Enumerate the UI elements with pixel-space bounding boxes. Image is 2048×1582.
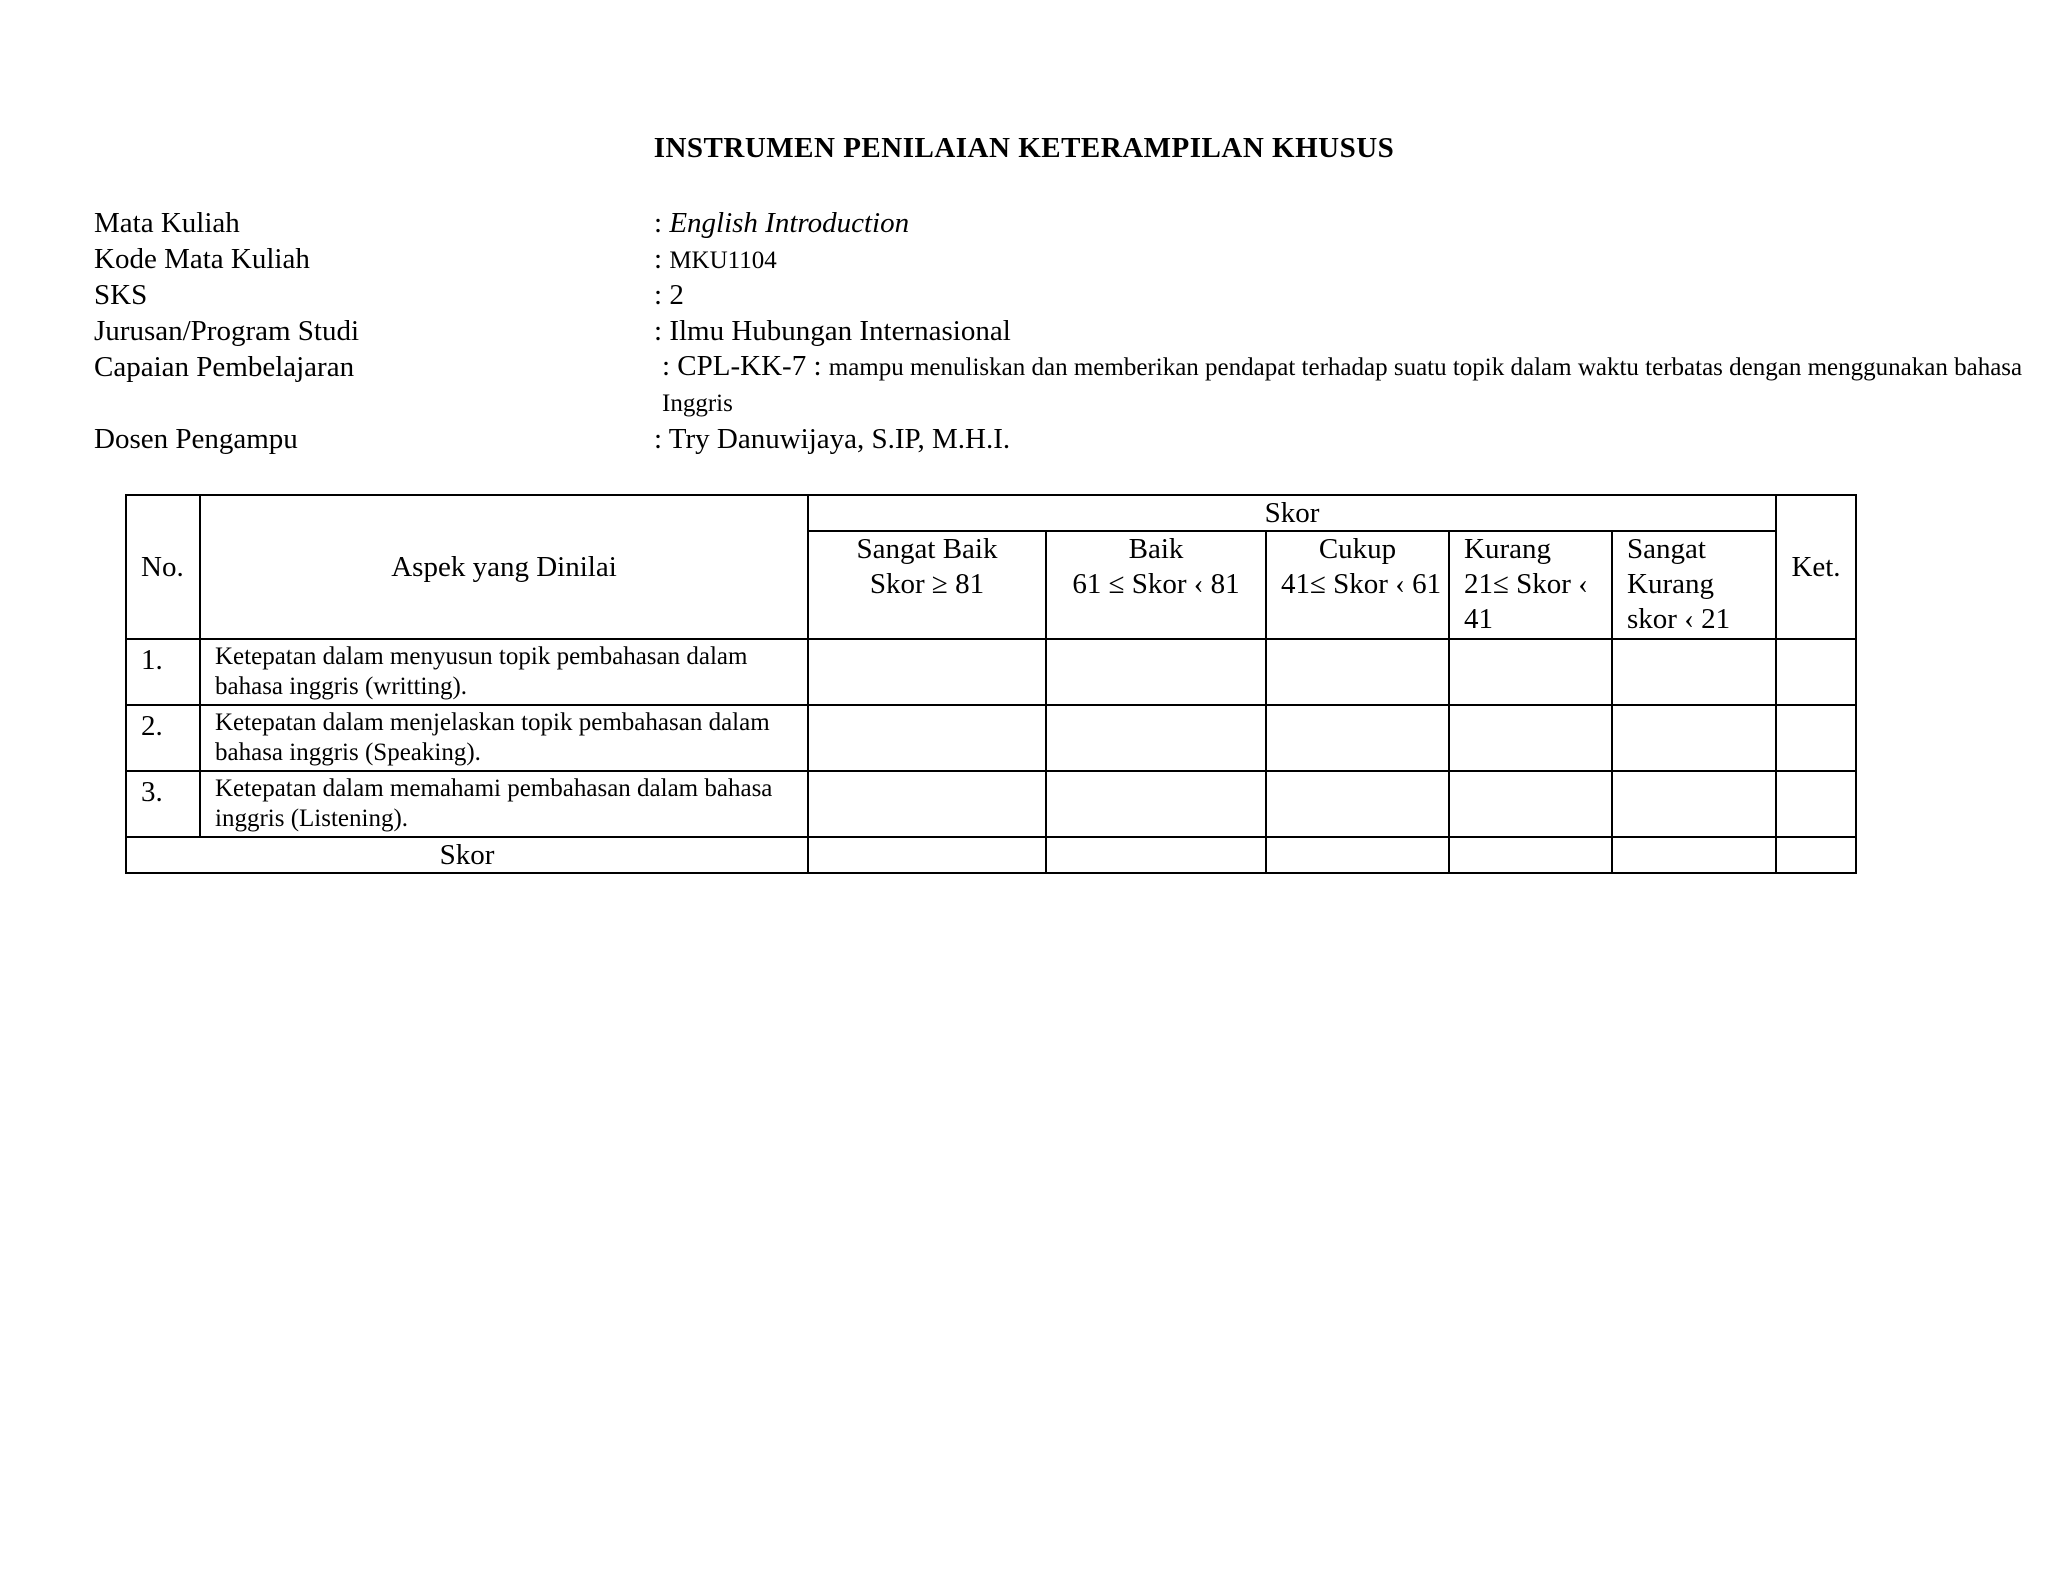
label-jurusan: Jurusan/Program Studi <box>94 315 360 347</box>
label-sks: SKS <box>94 279 148 311</box>
total-cell[interactable] <box>1046 837 1266 873</box>
value-sks: : 2 <box>654 279 684 311</box>
value-mata-kuliah: : English Introduction <box>654 207 910 239</box>
score-cell[interactable] <box>1449 771 1612 837</box>
row-aspect: Ketepatan dalam menjelaskan topik pembahasan dalam bahasa inggris (Speaking). <box>200 705 808 771</box>
total-cell[interactable] <box>1776 837 1856 873</box>
header-aspek: Aspek yang Dinilai <box>200 495 808 639</box>
label-kode: Kode Mata Kuliah <box>94 243 310 275</box>
table-footer-row <box>126 837 1856 873</box>
row-aspect: Ketepatan dalam memahami pembahasan dalam bahasa inggris (Listening). <box>200 771 808 837</box>
ket-cell[interactable] <box>1776 705 1856 771</box>
program-name: Ilmu Hubungan Internasional <box>669 315 1011 347</box>
header-level-sangat-kurang: Sangat Kurang skor ‹ 21 <box>1612 531 1776 639</box>
row-number: 2. <box>126 705 200 771</box>
course-name: English Introduction <box>669 207 910 239</box>
document-title: INSTRUMEN PENILAIAN KETERAMPILAN KHUSUS <box>653 132 1395 164</box>
value-kode: : MKU1104 <box>654 243 777 275</box>
table-row <box>126 705 1856 771</box>
header-no: No. <box>126 495 200 639</box>
footer-skor-label: Skor <box>126 837 808 873</box>
total-cell[interactable] <box>808 837 1046 873</box>
header-ket: Ket. <box>1776 495 1856 639</box>
score-cell[interactable] <box>1449 705 1612 771</box>
header-level-kurang: Kurang 21≤ Skor ‹ 41 <box>1449 531 1612 639</box>
credit-value: 2 <box>669 279 684 311</box>
score-cell[interactable] <box>1612 771 1776 837</box>
score-cell[interactable] <box>1266 771 1449 837</box>
header-level-sangat-baik: Sangat Baik Skor ≥ 81 <box>808 531 1046 639</box>
cpl-description: mampu menuliskan dan memberikan pendapat terhadap suatu topik dalam waktu terbatas dengan menggunakan bahasa Inggris <box>662 354 2023 417</box>
score-cell[interactable] <box>1266 705 1449 771</box>
score-cell[interactable] <box>808 771 1046 837</box>
score-cell[interactable] <box>808 639 1046 705</box>
score-cell[interactable] <box>1266 639 1449 705</box>
value-jurusan: : Ilmu Hubungan Internasional <box>654 315 1011 347</box>
score-cell[interactable] <box>1612 639 1776 705</box>
ket-cell[interactable] <box>1776 639 1856 705</box>
cpl-code: : CPL-KK-7 : <box>662 350 829 382</box>
total-cell[interactable] <box>1612 837 1776 873</box>
table-row <box>126 639 1856 705</box>
label-mata-kuliah: Mata Kuliah <box>94 207 240 239</box>
label-capaian: Capaian Pembelajaran <box>94 351 355 383</box>
label-dosen: Dosen Pengampu <box>94 423 298 455</box>
score-cell[interactable] <box>1612 705 1776 771</box>
header-skor: Skor <box>808 495 1776 531</box>
row-number: 1. <box>126 639 200 705</box>
assessment-table <box>125 494 1857 874</box>
score-cell[interactable] <box>1449 639 1612 705</box>
score-cell[interactable] <box>808 705 1046 771</box>
score-cell[interactable] <box>1046 771 1266 837</box>
ket-cell[interactable] <box>1776 771 1856 837</box>
value-capaian <box>662 349 2048 421</box>
row-aspect: Ketepatan dalam menyusun topik pembahasan dalam bahasa inggris (writting). <box>200 639 808 705</box>
course-code: MKU1104 <box>669 247 777 274</box>
row-number: 3. <box>126 771 200 837</box>
lecturer-name: Try Danuwijaya, S.IP, M.H.I. <box>668 423 1011 455</box>
value-dosen: : Try Danuwijaya, S.IP, M.H.I. <box>654 423 1011 455</box>
score-cell[interactable] <box>1046 639 1266 705</box>
total-cell[interactable] <box>1266 837 1449 873</box>
score-cell[interactable] <box>1046 705 1266 771</box>
table-row <box>126 771 1856 837</box>
total-cell[interactable] <box>1449 837 1612 873</box>
header-level-baik: Baik 61 ≤ Skor ‹ 81 <box>1046 531 1266 639</box>
header-level-cukup: Cukup 41≤ Skor ‹ 61 <box>1266 531 1449 639</box>
